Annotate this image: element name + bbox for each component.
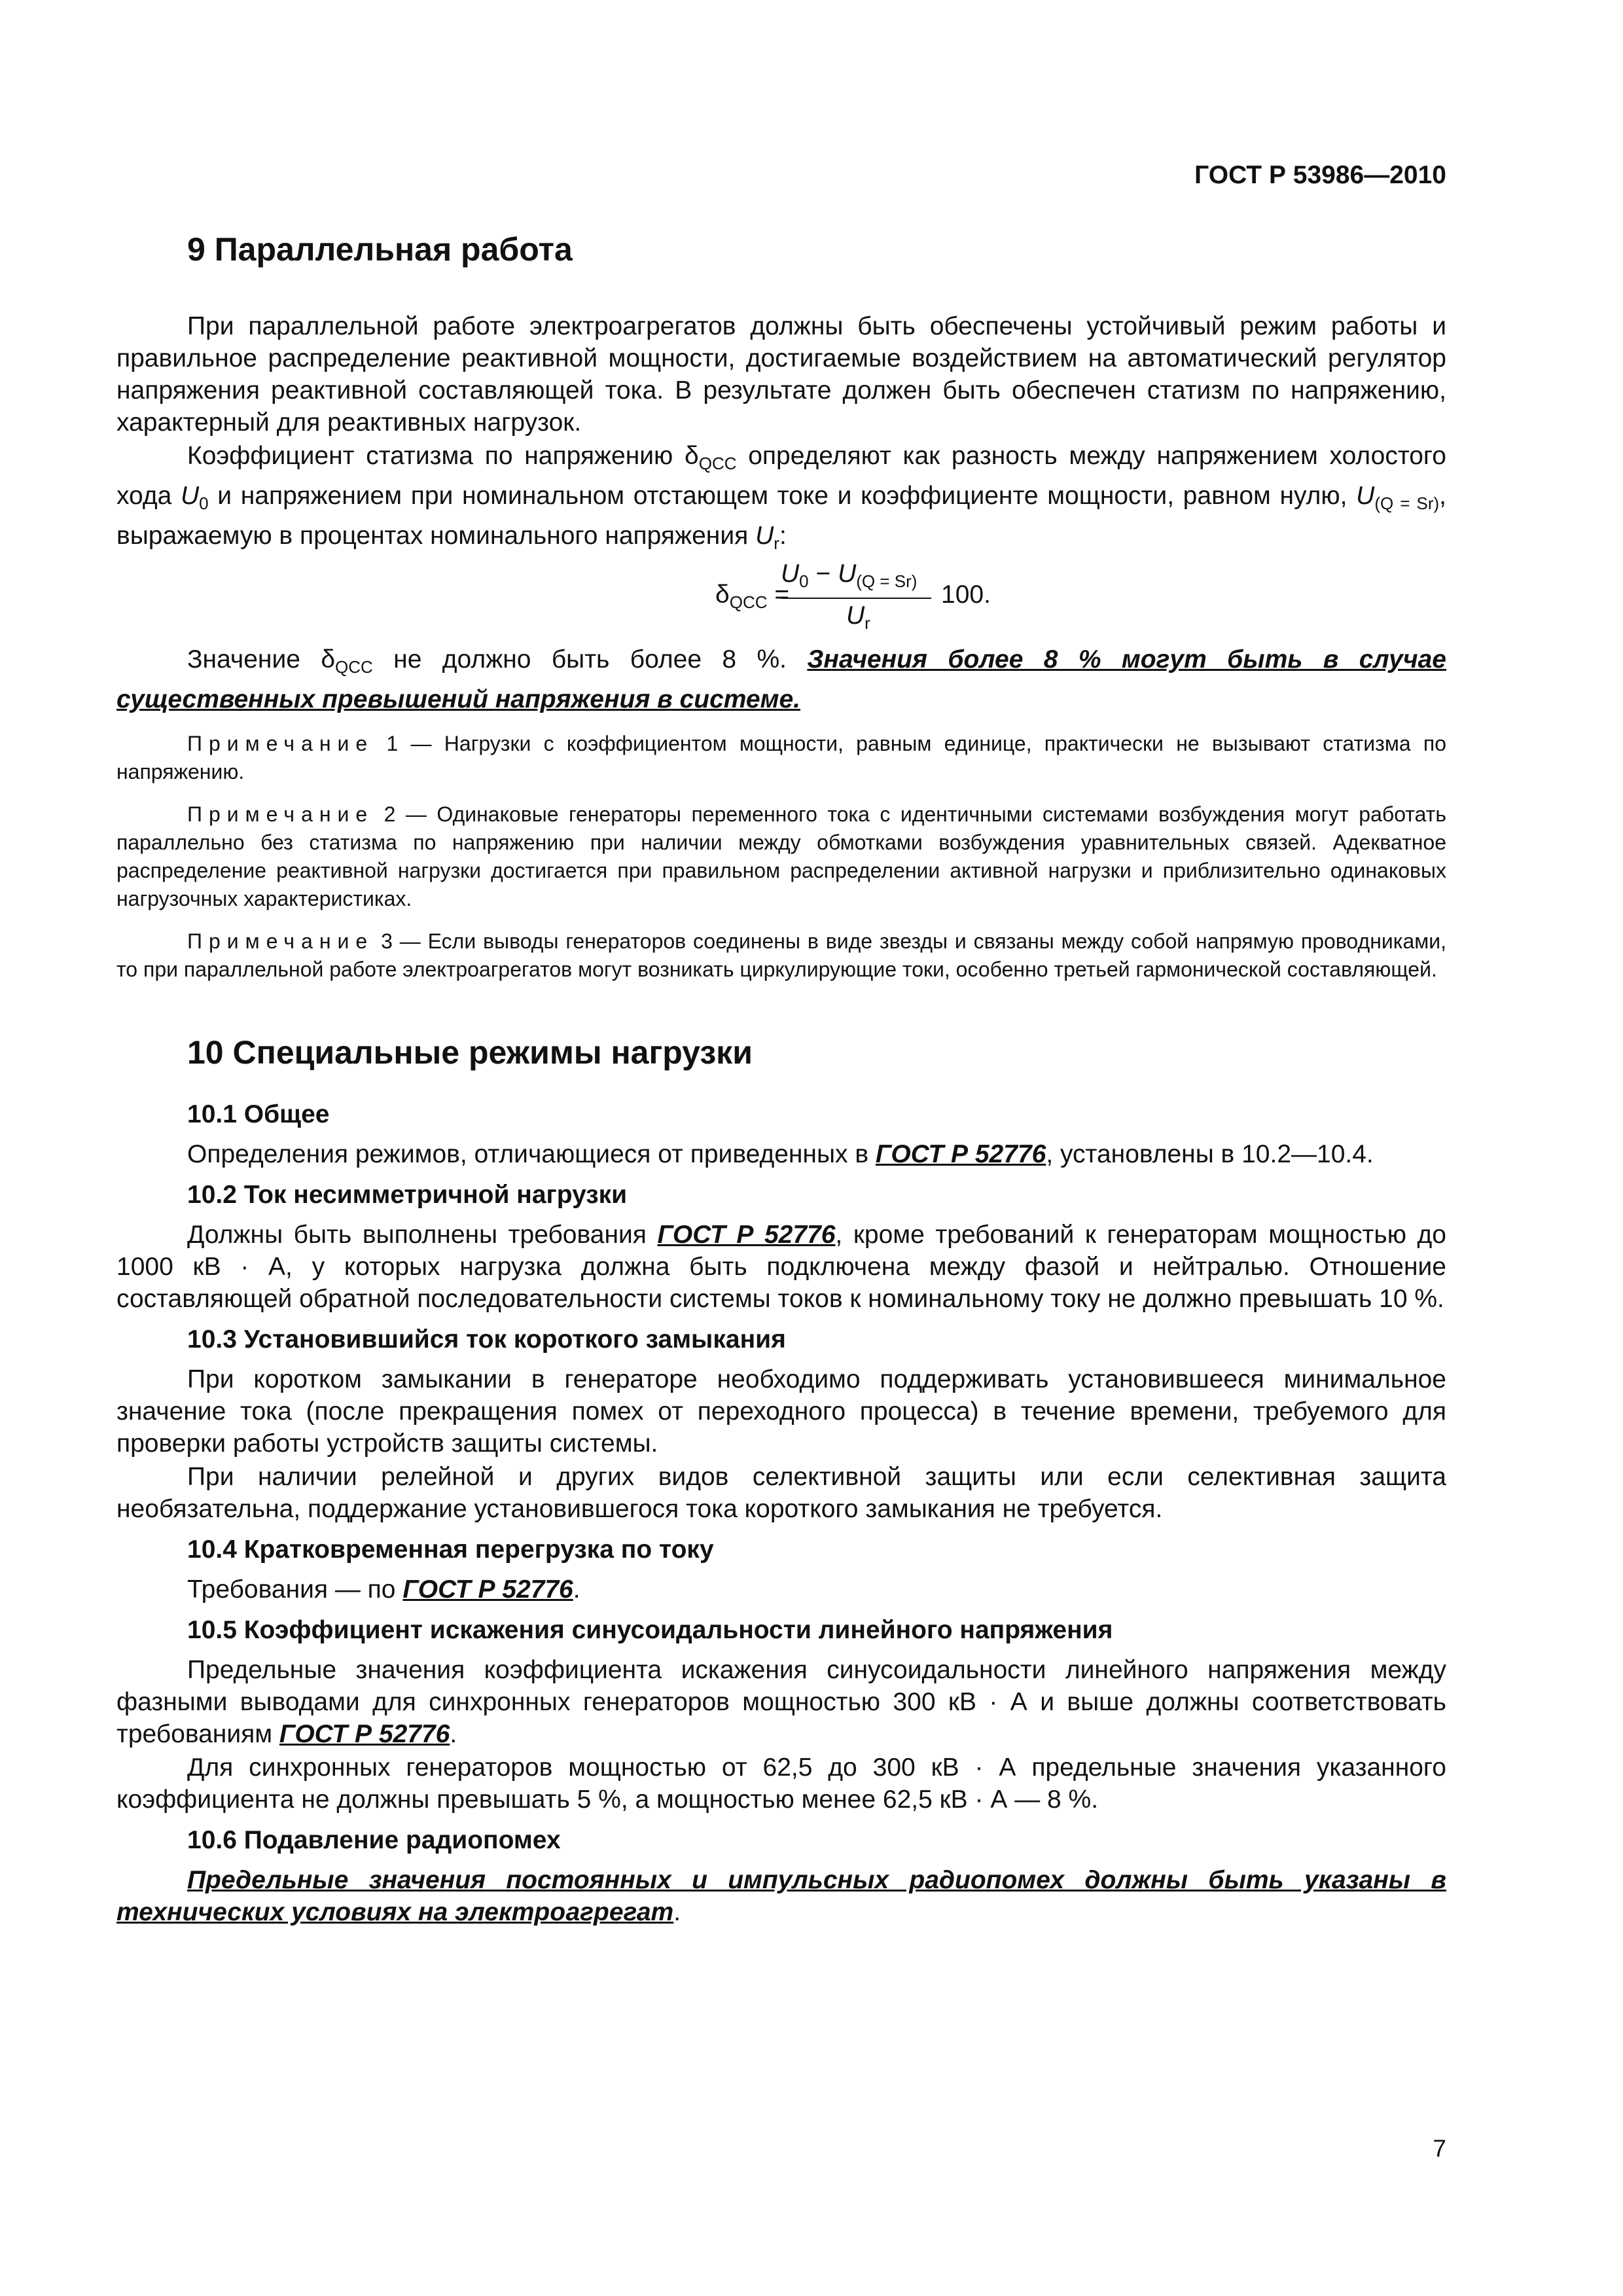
statism-formula: $\delta_{QCC}$ = $U_0 - U_{(Q = Sr)}$ $U_r$ 100. xyxy=(715,560,991,633)
subsection-10-4-title: 10.4 Кратковременная перегрузка по току xyxy=(187,1535,714,1564)
standard-number: ГОСТ Р 53986—2010 xyxy=(1194,161,1446,189)
note-1: Примечание 1 — Нагрузки с коэффициентом мощности, равным единице, практически не вызывают статизма по напряжению. xyxy=(116,732,1447,783)
s9-paragraph-2: Коэффициент статизма по напряжению $\delta_{QCC}$ определяют как разность между напряжением холостого хода $U_0$ и напряжением при номинальном отстающем токе и коэффициенте мощности, равном нулю, $U_{(Q = Sr)}$, выражаемую в процентах номинального напряжения $U_r$: xyxy=(116,442,1446,553)
section-9-title: 9 Параллельная работа xyxy=(187,231,573,268)
subsection-10-1-title: 10.1 Общее xyxy=(187,1100,330,1128)
s10-1-paragraph: Определения режимов, отличающиеся от приведенных в ГОСТ Р 52776, установлены в 10.2—10.4. xyxy=(187,1140,1374,1168)
s9-paragraph-1: При параллельной работе электроагрегатов должны быть обеспечены устойчивый режим работы и правильное распределение реактивной мощности, достигаемые воздействием на автоматический регулятор напряжения реактивной составляющей тока. В результате должен быть обеспечен статизм по напряжению, характерный для реактивных нагрузок. xyxy=(116,312,1446,437)
gost-reference-link[interactable]: ГОСТ Р 52776 xyxy=(279,1720,450,1748)
subsection-10-5-title: 10.5 Коэффициент искажения синусоидальности линейного напряжения xyxy=(187,1616,1113,1644)
s10-3-paragraph-2: При наличии релейной и других видов селективной защиты или если селективная защита необязательна, поддержание установившегося тока короткого замыкания не требуется. xyxy=(116,1463,1446,1523)
formula-numerator: $U_0 - U_{(Q = Sr)}$ xyxy=(781,560,918,591)
s9-paragraph-3: Значение $\delta_{QCC}$ не должно быть более 8 %. Значения более 8 % могут быть в случае существенных превышений напряжения в системе. xyxy=(116,645,1446,713)
subsection-10-2-title: 10.2 Ток несимметричной нагрузки xyxy=(187,1181,628,1209)
page-body xyxy=(116,0,1446,1928)
subsection-10-3-title: 10.3 Установившийся ток короткого замыкания xyxy=(187,1325,786,1354)
note-3: Примечание 3 — Если выводы генераторов соединены в виде звезды и связаны между собой напрямую проводниками, то при параллельной работе электроагрегатов могут возникать циркулирующие токи, особенно третьей гармонической составляющей. xyxy=(116,929,1447,981)
s10-6-paragraph: Предельные значения постоянных и импульсных радиопомех должны быть указаны в технических условиях на электроагрегат. xyxy=(116,1866,1446,1926)
page-number: 7 xyxy=(1433,2135,1446,2162)
section-10-title: 10 Специальные режимы нагрузки xyxy=(187,1034,753,1071)
s10-5-paragraph-2: Для синхронных генераторов мощностью от 62,5 до 300 кВ · А предельные значения указанного коэффициента не должны превышать 5 %, а мощностью менее 62,5 кВ · А — 8 %. xyxy=(116,1753,1446,1814)
fraction-bar xyxy=(781,598,931,599)
s10-5-paragraph-1: Предельные значения коэффициента искажения синусоидальности линейного напряжения между фазными выводами для синхронных генераторов мощностью 300 кВ · А и выше должны соответствовать требованиям ГОСТ Р 52776. xyxy=(116,1656,1446,1748)
gost-reference-link[interactable]: ГОСТ Р 52776 xyxy=(402,1575,573,1604)
s10-2-paragraph: Должны быть выполнены требования ГОСТ Р 52776, кроме требований к генераторам мощностью до 1000 кВ · А, у которых нагрузка должна быть подключена между фазой и нейтралью. Отношение составляющей обратной последовательности системы токов к номинальному току не должно превышать 10 %. xyxy=(116,1221,1446,1313)
s10-3-paragraph-1: При коротком замыкании в генераторе необходимо поддерживать установившееся минимальное значение тока (после прекращения помех от переходного процесса) в течение времени, требуемого для проверки работы устройств защиты системы. xyxy=(116,1365,1446,1458)
amendment-text: Предельные значения постоянных и импульсных радиопомех должны быть указаны в технических условиях на электроагрегат xyxy=(116,1866,1446,1926)
formula-denominator: $U_r$ xyxy=(846,601,870,633)
note-2: Примечание 2 — Одинаковые генераторы переменного тока с идентичными системами возбуждения могут работать параллельно без статизма по напряжению при наличии между обмотками возбуждения уравнительных связей. Адекватное распределение реактивной нагрузки достигается при правильном распределении активной нагрузки и приблизительно одинаковых нагрузочных характеристиках. xyxy=(116,802,1447,910)
subsection-10-6-title: 10.6 Подавление радиопомех xyxy=(187,1826,561,1854)
gost-reference-link[interactable]: ГОСТ Р 52776 xyxy=(657,1221,836,1249)
gost-reference-link[interactable]: ГОСТ Р 52776 xyxy=(875,1140,1046,1168)
amendment-text: Значения более 8 % могут быть в случае существенных превышений напряжения в системе. xyxy=(116,645,1446,713)
s10-4-paragraph: Требования — по ГОСТ Р 52776. xyxy=(187,1575,580,1604)
